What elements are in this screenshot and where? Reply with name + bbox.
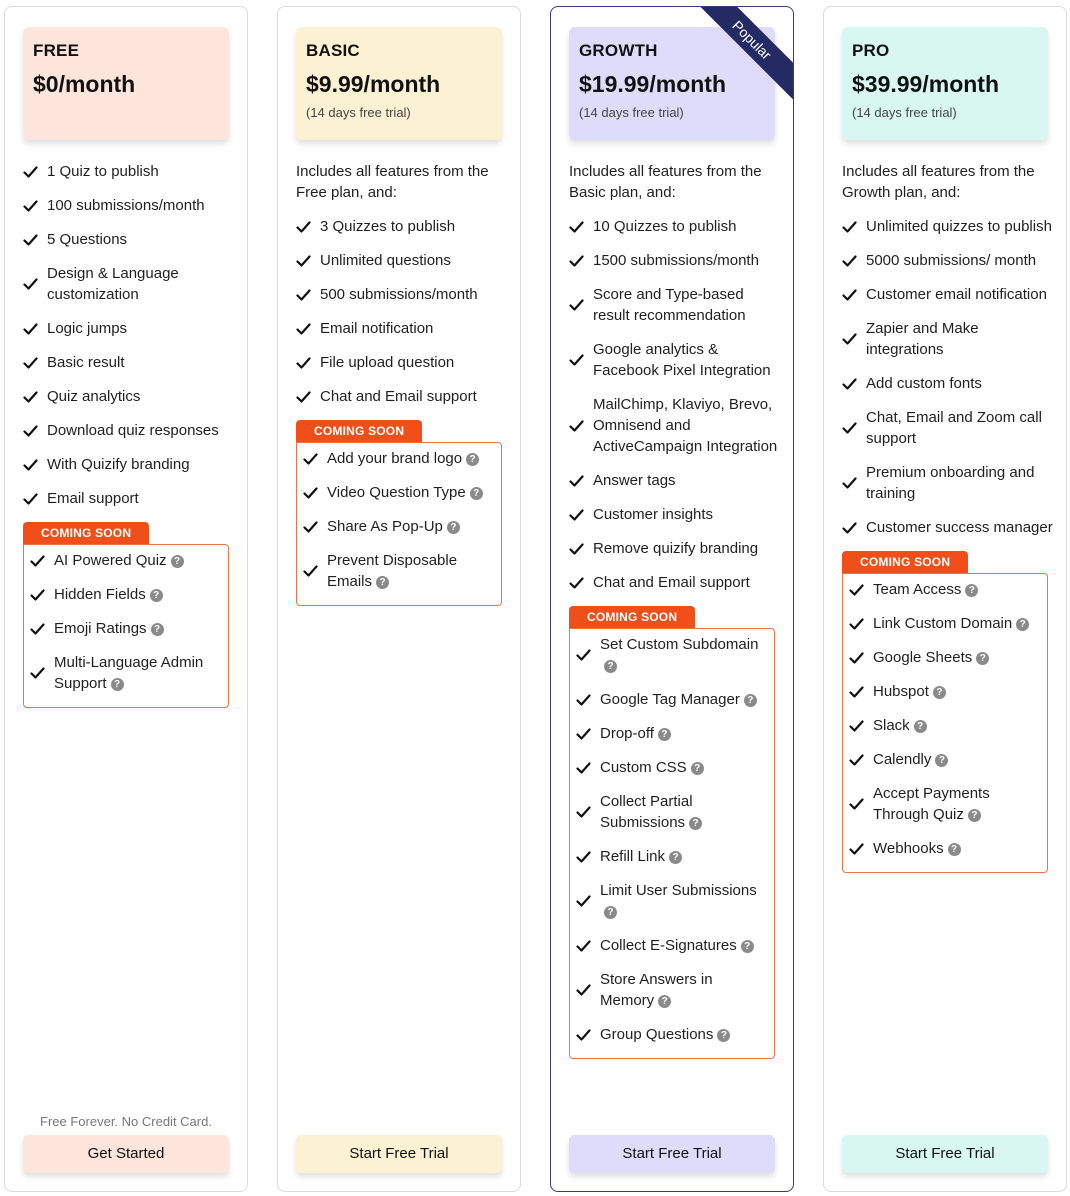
check-icon <box>23 232 47 248</box>
get-started-button[interactable]: Get Started <box>23 1135 229 1173</box>
feature-item <box>842 216 1056 237</box>
plan-header <box>23 27 229 140</box>
check-icon <box>296 321 320 337</box>
feature-item <box>842 407 1056 449</box>
check-icon <box>23 389 47 405</box>
feature-label: Quiz analytics <box>47 388 141 405</box>
coming-soon-section <box>23 522 237 708</box>
feature-label: Team Access <box>873 581 962 598</box>
feature-label: Multi-Language Admin Support <box>54 654 204 692</box>
feature-item <box>23 420 237 441</box>
feature-item <box>569 504 783 525</box>
check-icon <box>576 938 600 954</box>
feature-label: Logic jumps <box>47 320 128 337</box>
check-icon <box>576 982 600 998</box>
feature-label: Calendly <box>873 751 932 768</box>
feature-label: File upload question <box>320 354 455 371</box>
check-icon <box>296 355 320 371</box>
feature-label: Add custom fonts <box>866 375 982 392</box>
feature-label: 10 Quizzes to publish <box>593 218 737 235</box>
feature-item <box>569 339 783 381</box>
check-icon <box>303 451 327 467</box>
help-icon[interactable]: ? <box>470 487 483 500</box>
feature-label: Prevent Disposable Emails <box>327 552 458 590</box>
check-icon <box>569 541 593 557</box>
feature-item <box>576 969 770 1011</box>
feature-label: 100 submissions/month <box>47 197 205 214</box>
feature-label: Download quiz responses <box>47 422 219 439</box>
feature-label: Customer email notification <box>866 286 1047 303</box>
help-icon[interactable]: ? <box>935 754 948 767</box>
help-icon[interactable]: ? <box>466 453 479 466</box>
feature-label: Limit User Submissions <box>600 882 757 899</box>
feature-item <box>296 250 510 271</box>
plan-intro: Includes all features from the Basic plan, and: <box>569 163 762 201</box>
check-icon <box>303 563 327 579</box>
feature-label: Emoji Ratings <box>54 620 147 637</box>
coming-soon-section <box>842 551 1056 873</box>
feature-item <box>842 373 1056 394</box>
coming-soon-list <box>842 573 1048 873</box>
plan-card-pro <box>823 6 1067 1192</box>
feature-item <box>23 229 237 250</box>
feature-label: Remove quizify branding <box>593 540 759 557</box>
feature-item <box>23 161 237 182</box>
check-icon <box>23 355 47 371</box>
plan-card-basic <box>277 6 521 1192</box>
start-free-trial-button[interactable]: Start Free Trial <box>296 1135 502 1173</box>
trial-note: (14 days free trial) <box>852 105 957 120</box>
feature-item <box>849 749 1043 770</box>
check-icon <box>30 621 54 637</box>
check-icon <box>569 575 593 591</box>
plan-name: PRO <box>852 41 890 60</box>
feature-label: Accept Payments Through Quiz <box>873 785 990 823</box>
feature-label: 1 Quiz to publish <box>47 163 159 180</box>
check-icon <box>23 164 47 180</box>
feature-item <box>303 448 497 469</box>
feature-item <box>303 516 497 537</box>
feature-item <box>30 550 224 571</box>
feature-label: Link Custom Domain <box>873 615 1013 632</box>
check-icon <box>30 553 54 569</box>
feature-label: Basic result <box>47 354 125 371</box>
feature-label: Chat and Email support <box>320 388 477 405</box>
help-icon[interactable]: ? <box>658 995 671 1008</box>
trial-note: (14 days free trial) <box>579 105 684 120</box>
plan-price: $19.99/month <box>579 71 726 97</box>
plan-price: $0/month <box>33 71 136 97</box>
help-icon[interactable]: ? <box>976 652 989 665</box>
check-icon <box>842 253 866 269</box>
coming-soon-list <box>569 628 775 1059</box>
plan-header <box>296 27 502 140</box>
check-icon <box>842 287 866 303</box>
check-icon <box>23 491 47 507</box>
feature-label: Share As Pop-Up <box>327 518 443 535</box>
start-free-trial-button[interactable]: Start Free Trial <box>842 1135 1048 1173</box>
help-icon[interactable]: ? <box>604 906 617 919</box>
feature-item <box>296 386 510 407</box>
start-free-trial-button[interactable]: Start Free Trial <box>569 1135 775 1173</box>
help-icon[interactable]: ? <box>968 809 981 822</box>
feature-label: Zapier and Make integrations <box>866 320 979 358</box>
check-icon <box>569 473 593 489</box>
help-icon[interactable]: ? <box>376 576 389 589</box>
feature-item <box>849 681 1043 702</box>
help-icon[interactable]: ? <box>948 843 961 856</box>
feature-label: Google analytics & Facebook Pixel Integration <box>593 341 771 379</box>
feature-list <box>296 161 510 606</box>
feature-item <box>576 689 770 710</box>
help-icon[interactable]: ? <box>965 584 978 597</box>
feature-item <box>23 263 237 305</box>
check-icon <box>842 475 866 491</box>
feature-label: Chat and Email support <box>593 574 750 591</box>
coming-soon-section <box>296 420 510 606</box>
feature-label: Group Questions <box>600 1026 714 1043</box>
plan-card-growth <box>550 6 794 1192</box>
check-icon <box>849 684 873 700</box>
check-icon <box>576 893 600 909</box>
feature-item <box>569 284 783 326</box>
plan-name: FREE <box>33 41 80 60</box>
trial-note: (14 days free trial) <box>306 105 411 120</box>
feature-item <box>842 462 1056 504</box>
feature-item <box>296 284 510 305</box>
coming-soon-list <box>23 544 229 708</box>
help-icon[interactable]: ? <box>741 940 754 953</box>
feature-item <box>569 572 783 593</box>
check-icon <box>849 718 873 734</box>
check-icon <box>23 423 47 439</box>
feature-label: Email support <box>47 490 139 507</box>
feature-item <box>849 715 1043 736</box>
check-icon <box>23 321 47 337</box>
feature-label: Add your brand logo <box>327 450 463 467</box>
plan-intro: Includes all features from the Free plan, and: <box>296 163 489 201</box>
feature-label: 5 Questions <box>47 231 128 248</box>
feature-item <box>576 1024 770 1045</box>
feature-label: Set Custom Subdomain <box>600 636 759 653</box>
feature-label: Answer tags <box>593 472 676 489</box>
feature-label: Score and Type-based result recommendation <box>593 286 746 324</box>
help-icon[interactable]: ? <box>914 720 927 733</box>
feature-item <box>849 579 1043 600</box>
feature-label: 500 submissions/month <box>320 286 478 303</box>
feature-item <box>569 538 783 559</box>
check-icon <box>303 485 327 501</box>
check-icon <box>23 276 47 292</box>
feature-item <box>842 250 1056 271</box>
feature-item <box>23 318 237 339</box>
check-icon <box>576 647 600 663</box>
feature-label: Premium onboarding and training <box>866 464 1035 502</box>
feature-label: Design & Language customization <box>47 265 179 303</box>
check-icon <box>576 726 600 742</box>
feature-label: Email notification <box>320 320 434 337</box>
check-icon <box>303 519 327 535</box>
feature-label: 1500 submissions/month <box>593 252 759 269</box>
feature-label: Collect Partial Submissions <box>600 793 693 831</box>
feature-item <box>576 634 770 676</box>
feature-label: 5000 submissions/ month <box>866 252 1037 269</box>
feature-label: Collect E-Signatures <box>600 937 737 954</box>
feature-item <box>303 482 497 503</box>
help-icon[interactable]: ? <box>744 694 757 707</box>
check-icon <box>296 219 320 235</box>
feature-item <box>23 386 237 407</box>
check-icon <box>296 253 320 269</box>
check-icon <box>296 287 320 303</box>
coming-soon-badge: COMING SOON <box>842 551 968 573</box>
check-icon <box>849 752 873 768</box>
feature-label: Hidden Fields <box>54 586 146 603</box>
feature-label: Unlimited quizzes to publish <box>866 218 1052 235</box>
feature-item <box>23 352 237 373</box>
feature-item <box>569 470 783 491</box>
feature-label: Unlimited questions <box>320 252 451 269</box>
feature-item <box>576 723 770 744</box>
feature-list <box>569 161 783 1059</box>
check-icon <box>849 841 873 857</box>
check-icon <box>23 457 47 473</box>
popular-ribbon: Popular <box>690 6 794 102</box>
check-icon <box>569 507 593 523</box>
check-icon <box>849 796 873 812</box>
coming-soon-section <box>569 606 783 1059</box>
feature-label: Custom CSS <box>600 759 687 776</box>
feature-item <box>23 195 237 216</box>
coming-soon-badge: COMING SOON <box>23 522 149 544</box>
check-icon <box>296 389 320 405</box>
plan-price: $39.99/month <box>852 71 999 97</box>
check-icon <box>569 297 593 313</box>
check-icon <box>842 219 866 235</box>
feature-item <box>842 284 1056 305</box>
check-icon <box>576 849 600 865</box>
feature-label: Refill Link <box>600 848 666 865</box>
feature-label: Google Tag Manager <box>600 691 740 708</box>
feature-label: AI Powered Quiz <box>54 552 167 569</box>
check-icon <box>569 253 593 269</box>
coming-soon-badge: COMING SOON <box>569 606 695 628</box>
check-icon <box>842 331 866 347</box>
check-icon <box>576 804 600 820</box>
feature-item <box>576 880 770 922</box>
coming-soon-list <box>296 442 502 606</box>
feature-item <box>849 613 1043 634</box>
plan-name: GROWTH <box>579 41 658 60</box>
check-icon <box>30 587 54 603</box>
check-icon <box>849 616 873 632</box>
feature-item <box>569 216 783 237</box>
feature-label: Google Sheets <box>873 649 973 666</box>
help-icon[interactable]: ? <box>604 660 617 673</box>
feature-item <box>849 647 1043 668</box>
check-icon <box>849 650 873 666</box>
help-icon[interactable]: ? <box>151 623 164 636</box>
feature-label: MailChimp, Klaviyo, Brevo, Omnisend and ActiveCampaign Integration <box>593 396 778 455</box>
free-note: Free Forever. No Credit Card. <box>40 1114 212 1129</box>
feature-list <box>842 161 1056 873</box>
plan-price: $9.99/month <box>306 71 441 97</box>
check-icon <box>842 420 866 436</box>
check-icon <box>576 1027 600 1043</box>
help-icon[interactable]: ? <box>669 851 682 864</box>
feature-item <box>576 757 770 778</box>
feature-label: Webhooks <box>873 840 944 857</box>
feature-label: With Quizify branding <box>47 456 190 473</box>
feature-item <box>30 652 224 694</box>
feature-item <box>842 318 1056 360</box>
help-icon[interactable]: ? <box>658 728 671 741</box>
help-icon[interactable]: ? <box>691 762 704 775</box>
feature-item <box>30 584 224 605</box>
check-icon <box>842 376 866 392</box>
feature-label: Hubspot <box>873 683 929 700</box>
feature-label: Video Question Type <box>327 484 466 501</box>
feature-label: Store Answers in Memory <box>600 971 713 1009</box>
feature-item <box>303 550 497 592</box>
plan-card-free <box>4 6 248 1192</box>
feature-item <box>849 783 1043 825</box>
feature-item <box>569 250 783 271</box>
check-icon <box>30 665 54 681</box>
check-icon <box>576 692 600 708</box>
feature-item <box>569 394 783 457</box>
feature-item <box>576 791 770 833</box>
plan-intro: Includes all features from the Growth plan, and: <box>842 163 1035 201</box>
feature-item <box>296 318 510 339</box>
feature-item <box>30 618 224 639</box>
feature-item <box>849 838 1043 859</box>
feature-item <box>296 216 510 237</box>
feature-item <box>23 454 237 475</box>
check-icon <box>569 418 593 434</box>
feature-label: Chat, Email and Zoom call support <box>866 409 1042 447</box>
feature-item <box>576 846 770 867</box>
coming-soon-badge: COMING SOON <box>296 420 422 442</box>
help-icon[interactable]: ? <box>689 817 702 830</box>
feature-label: Customer success manager <box>866 519 1053 536</box>
check-icon <box>23 198 47 214</box>
check-icon <box>569 352 593 368</box>
feature-item <box>842 517 1056 538</box>
help-icon[interactable]: ? <box>150 589 163 602</box>
check-icon <box>849 582 873 598</box>
help-icon[interactable]: ? <box>111 678 124 691</box>
feature-item <box>576 935 770 956</box>
plan-header <box>842 27 1048 140</box>
feature-item <box>296 352 510 373</box>
feature-label: Drop-off <box>600 725 654 742</box>
check-icon <box>842 520 866 536</box>
check-icon <box>576 760 600 776</box>
help-icon[interactable]: ? <box>447 521 460 534</box>
feature-label: Customer insights <box>593 506 714 523</box>
feature-label: Slack <box>873 717 910 734</box>
feature-label: 3 Quizzes to publish <box>320 218 456 235</box>
plan-name: BASIC <box>306 41 360 60</box>
feature-list <box>23 161 237 708</box>
feature-item <box>23 488 237 509</box>
help-icon[interactable]: ? <box>717 1029 730 1042</box>
check-icon <box>569 219 593 235</box>
help-icon[interactable]: ? <box>171 555 184 568</box>
help-icon[interactable]: ? <box>933 686 946 699</box>
help-icon[interactable]: ? <box>1016 618 1029 631</box>
